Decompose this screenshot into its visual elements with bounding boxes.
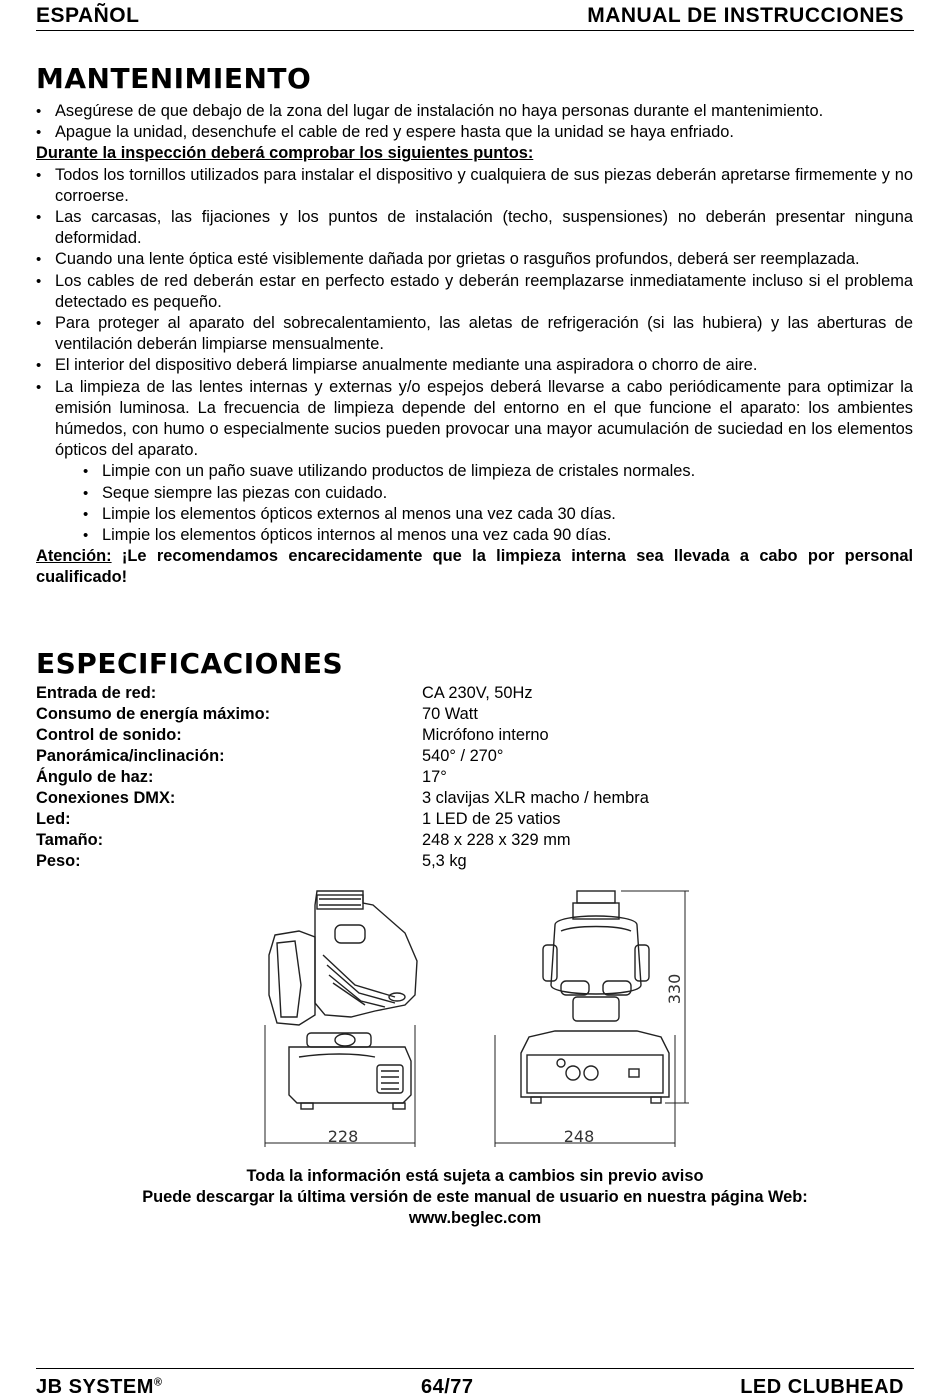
list-item: • Los cables de red deberán estar en perfecto estado y deberán reemplazarse inmediatamente incluso si el problema detectado es pequeño. [36,271,913,313]
front-width-label: 248 [563,1127,595,1146]
header-language: ESPAÑOL [36,4,140,27]
inspection-list [36,165,913,462]
spec-label: Panorámica/inclinación: [36,747,225,765]
attention-text: ¡Le recomendamos encarecidamente que la limpieza interna sea llevada a cabo por personal cualificado! [36,547,913,587]
spec-value: 5,3 kg [422,852,467,870]
list-item: • Limpie los elementos ópticos internos al menos una vez cada 90 días. [83,525,913,546]
table-row [36,746,649,767]
side-view [269,891,417,1109]
list-item: • Limpie con un paño suave utilizando productos de limpieza de cristales normales. [83,461,913,482]
spec-value: 70 Watt [422,705,478,723]
notice-line: Toda la información está sujeta a cambios sin previo aviso [246,1167,704,1185]
spec-value: 248 x 228 x 329 mm [422,831,571,849]
list-item: • El interior del dispositivo deberá limpiarse anualmente mediante una aspiradora o chorro de aire. [36,355,913,376]
table-row [36,830,649,851]
list-item: • Las carcasas, las fijaciones y los puntos de instalación (techo, suspensiones) no deberán presentar ninguna deformidad. [36,207,913,249]
spec-value: 540° / 270° [422,747,504,765]
list-item: • La limpieza de las lentes internas y externas y/o espejos deberá llevarse a cabo periódicamente para optimizar la emisión luminosa. La frecuencia de limpieza depende del entorno en el que funcione el aparato: los ambientes húmedos, con humo o especialmente sucios pueden provocar una mayor acumulación de suciedad en los elementos ópticos del aparato. [36,377,913,462]
list-item: • Seque siempre las piezas con cuidado. [83,483,913,504]
website-link[interactable]: www.beglec.com [408,1209,542,1227]
list-item: • Cuando una lente óptica esté visiblemente dañada por grietas o rasguños profundos, deberá ser reemplazada. [36,249,913,270]
notice-block [36,1166,914,1229]
header-doc-type: MANUAL DE INSTRUCCIONES [587,4,904,27]
page-header [36,2,914,31]
spec-label: Entrada de red: [36,684,157,702]
maintenance-title: MANTENIMIENTO [36,62,312,95]
specs-table [36,683,649,872]
footer-product: LED CLUBHEAD [740,1376,904,1398]
attention-note [36,546,913,588]
notice-line: Puede descargar la última versión de este manual de usuario en nuestra página Web: [142,1188,808,1206]
footer-brand-wrap [36,1376,162,1399]
spec-label: Led: [36,810,71,828]
spec-label: Consumo de energía máximo: [36,705,271,723]
side-width-label: 228 [327,1127,359,1146]
front-view [521,891,669,1103]
spec-label: Conexiones DMX: [36,789,176,807]
spec-label: Control de sonido: [36,726,182,744]
inspection-heading: Durante la inspección deberá comprobar los siguientes puntos: [36,144,534,163]
spec-value: 3 clavijas XLR macho / hembra [422,789,649,807]
product-dimension-drawing [255,885,695,1150]
spec-value: Micrófono interno [422,726,549,744]
height-label: 330 [665,973,684,1005]
spec-label: Tamaño: [36,831,104,849]
footer-brand: JB SYSTEM [36,1376,154,1398]
spec-label: Ángulo de haz: [36,768,154,786]
table-row [36,683,649,704]
page-number: 64/77 [421,1376,474,1398]
spec-label: Peso: [36,852,81,870]
table-row [36,704,649,725]
maintenance-section [36,101,913,589]
table-row [36,788,649,809]
table-row [36,851,649,872]
spec-value: CA 230V, 50Hz [422,684,533,702]
table-row [36,725,649,746]
list-item: • Limpie los elementos ópticos externos al menos una vez cada 30 días. [83,504,913,525]
cleaning-list [83,461,913,546]
list-item: • Para proteger al aparato del sobrecalentamiento, las aletas de refrigeración (si las hubiera) y las aberturas de ventilación deberán limpiarse mensualmente. [36,313,913,355]
page-footer [36,1368,914,1397]
spec-value: 1 LED de 25 vatios [422,810,561,828]
list-item: • Todos los tornillos utilizados para instalar el dispositivo y cualquiera de sus piezas deberán apretarse firmemente y no corroerse. [36,165,913,207]
registered-mark: ® [153,1376,163,1389]
spec-value: 17° [422,768,447,786]
table-row [36,809,649,830]
list-item: • Apague la unidad, desenchufe el cable de red y espere hasta que la unidad se haya enfriado. [36,122,913,143]
list-item: • Asegúrese de que debajo de la zona del lugar de instalación no haya personas durante el mantenimiento. [36,101,913,122]
intro-list [36,101,913,143]
table-row [36,767,649,788]
attention-label: Atención: [36,547,112,566]
specs-title: ESPECIFICACIONES [36,647,344,680]
